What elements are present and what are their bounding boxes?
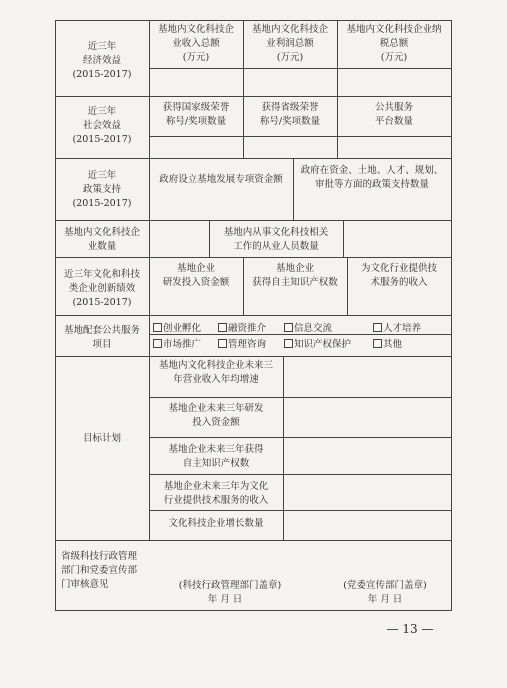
social-provincial-honors-header: 获得省级荣誉 称号/奖项数量 (259, 102, 321, 127)
grid-line-horizontal (55, 356, 452, 357)
checkbox-financing[interactable]: 融资推介 (218, 322, 266, 336)
checkbox-talent[interactable]: 人才培养 (373, 322, 421, 336)
target-enterprise-growth: 文化科技企业增长数量 (168, 518, 264, 529)
stamp-sci-tech-dept: (科技行政管理部门盖章) (178, 580, 282, 591)
page-number: — 13 — (386, 622, 434, 636)
grid-line-horizontal (149, 68, 452, 69)
social-service-platform-header: 公共服务 平台数量 (374, 102, 413, 127)
target-service-income: 基地企业未来三年为文化 行业提供技术服务的收入 (163, 481, 269, 506)
enterprises-staff-label: 基地内从事文化科技相关 工作的从业人员数量 (223, 227, 329, 252)
grid-line-horizontal (149, 136, 452, 137)
checkbox-incubation[interactable]: 创业孵化 (153, 322, 201, 336)
date-sci-tech-dept: 年 月 日 (207, 594, 243, 605)
innovation-ip-header: 基地企业 获得自主知识产权数 (252, 263, 338, 288)
innovation-rd-header: 基地企业 研发投入资金额 (162, 263, 230, 288)
date-publicity-dept: 年 月 日 (367, 594, 403, 605)
policy-support-header: 政府在资金、土地、人才、规划、 审批等方面的政策支持数量 (300, 165, 444, 190)
checkbox-consulting[interactable]: 管理咨询 (218, 338, 266, 352)
review-label: 省级科技行政管理 部门和党委宣传部 门审核意见 (61, 551, 138, 590)
grid-line-horizontal (149, 397, 452, 398)
grid-line-horizontal (55, 220, 452, 221)
target-ip-count: 基地企业未来三年获得 自主知识产权数 (168, 444, 264, 469)
economic-profit-header: 基地内文化科技企 业利润总额 (万元) (251, 24, 328, 63)
grid-line-vertical (451, 20, 452, 610)
enterprises-count-label: 基地内文化科技企 业数量 (63, 227, 140, 252)
grid-line-horizontal (149, 510, 452, 511)
targets-label: 目标计划 (82, 433, 121, 444)
stamp-publicity-dept: (党委宣传部门盖章) (343, 580, 427, 591)
grid-line-vertical (343, 220, 344, 257)
checkbox-info-exchange[interactable]: 信息交流 (284, 322, 332, 336)
innovation-label: 近三年文化和科技 类企业创新绩效 (2015-2017) (63, 269, 140, 308)
economic-label: 近三年 经济效益 (2015-2017) (72, 41, 132, 80)
grid-line-horizontal (149, 437, 452, 438)
grid-line-horizontal (55, 257, 452, 258)
policy-label: 近三年 政策支持 (2015-2017) (72, 170, 132, 209)
grid-line-horizontal (149, 474, 452, 475)
checkbox-other[interactable]: 其他 (373, 338, 402, 352)
social-label: 近三年 社会效益 (2015-2017) (72, 106, 132, 145)
application-form-table (55, 20, 451, 610)
grid-line-vertical (283, 356, 284, 540)
grid-line-horizontal (55, 96, 452, 97)
social-national-honors-header: 获得国家级荣誉 称号/奖项数量 (162, 102, 230, 127)
target-revenue-growth: 基地内文化科技企业未来三 年营业收入年均增速 (158, 360, 273, 385)
policy-fund-header: 政府设立基地发展专项资金额 (159, 174, 283, 185)
grid-line-horizontal (55, 315, 452, 316)
grid-line-horizontal (55, 540, 452, 541)
innovation-service-income-header: 为文化行业提供技 术服务的收入 (360, 263, 437, 288)
economic-revenue-header: 基地内文化科技企 业收入总额 (万元) (157, 24, 234, 63)
checkbox-ip-protection[interactable]: 知识产权保护 (284, 338, 351, 352)
grid-line-horizontal (55, 158, 452, 159)
economic-tax-header: 基地内文化科技企业纳 税总额 (万元) (346, 24, 442, 63)
grid-line-horizontal (55, 20, 452, 21)
services-label: 基地配套公共服务 项目 (63, 325, 140, 350)
grid-line-horizontal (55, 610, 452, 611)
checkbox-marketing[interactable]: 市场推广 (153, 338, 201, 352)
target-rd-investment: 基地企业未来三年研发 投入资金额 (168, 403, 264, 428)
